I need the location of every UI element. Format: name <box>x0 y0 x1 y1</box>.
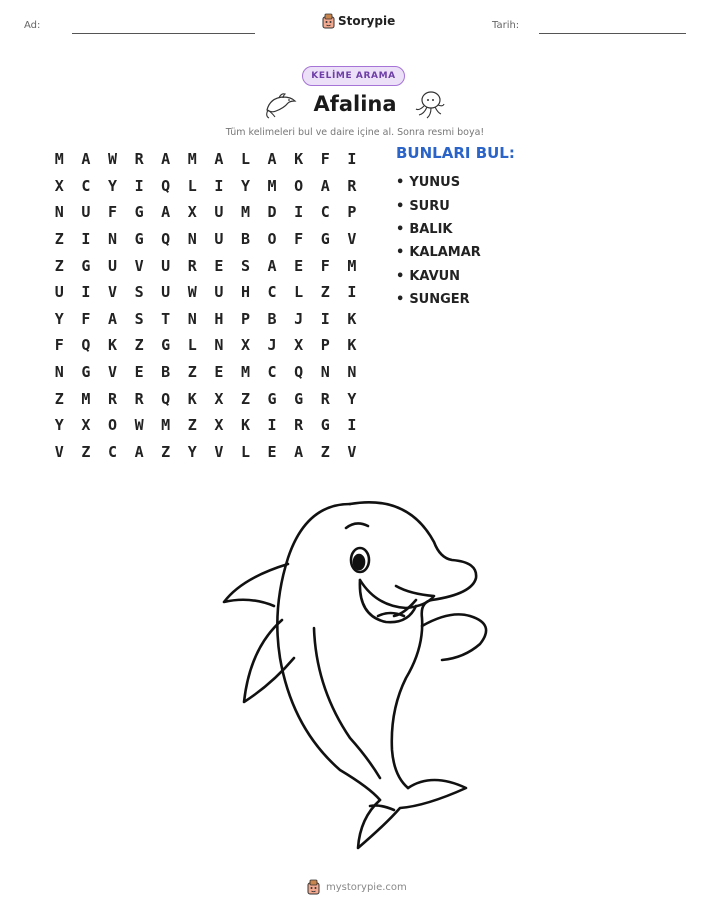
grid-letter[interactable]: K <box>240 416 250 435</box>
grid-letter[interactable]: E <box>294 256 304 275</box>
grid-letter[interactable]: C <box>81 176 91 195</box>
grid-letter[interactable]: Y <box>107 176 117 195</box>
grid-letter[interactable]: E <box>267 442 277 461</box>
grid-letter[interactable]: P <box>240 309 250 328</box>
grid-letter[interactable]: V <box>347 442 357 461</box>
grid-letter[interactable]: V <box>107 283 117 302</box>
grid-letter[interactable]: Y <box>240 176 250 195</box>
grid-letter[interactable]: I <box>347 283 357 302</box>
name-line <box>72 33 255 34</box>
grid-letter[interactable]: P <box>320 336 330 355</box>
grid-letter[interactable]: L <box>187 176 197 195</box>
grid-letter[interactable]: A <box>267 256 277 275</box>
word-list-item <box>396 218 481 241</box>
grid-letter[interactable]: A <box>161 203 171 222</box>
grid-letter[interactable]: I <box>347 150 357 169</box>
grid-letter[interactable]: X <box>240 336 250 355</box>
grid-row <box>46 252 365 279</box>
bullet: • <box>396 245 405 261</box>
grid-letter[interactable]: Z <box>81 442 91 461</box>
grid-letter[interactable]: U <box>107 256 117 275</box>
grid-letter[interactable]: I <box>214 176 224 195</box>
grid-letter[interactable]: X <box>187 203 197 222</box>
grid-letter[interactable]: K <box>294 150 304 169</box>
footer-url: mystorypie.com <box>326 881 407 893</box>
grid-letter[interactable]: I <box>81 283 91 302</box>
grid-letter[interactable]: A <box>320 176 330 195</box>
grid-letter[interactable]: I <box>134 176 144 195</box>
grid-letter[interactable]: Z <box>54 389 64 408</box>
grid-row <box>46 173 365 200</box>
grid-letter[interactable]: C <box>107 442 117 461</box>
grid-letter[interactable]: N <box>54 363 64 382</box>
grid-letter[interactable]: E <box>214 256 224 275</box>
grid-letter[interactable]: N <box>320 363 330 382</box>
grid-letter[interactable]: X <box>54 176 64 195</box>
grid-letter[interactable]: S <box>134 309 144 328</box>
grid-letter[interactable]: D <box>267 203 277 222</box>
grid-row <box>46 279 365 306</box>
word-to-find: BALIK <box>409 221 453 237</box>
date-line <box>539 33 686 34</box>
word-search-grid <box>46 146 365 465</box>
grid-letter[interactable]: X <box>294 336 304 355</box>
worksheet-type-badge: KELİME ARAMA <box>302 66 405 86</box>
grid-letter[interactable]: G <box>81 363 91 382</box>
grid-letter[interactable]: B <box>267 309 277 328</box>
date-label: Tarih: <box>492 20 520 31</box>
grid-letter[interactable]: Q <box>161 176 171 195</box>
grid-letter[interactable]: G <box>81 256 91 275</box>
word-list-item <box>396 194 481 217</box>
word-to-find: KALAMAR <box>409 245 481 261</box>
grid-letter[interactable]: V <box>107 363 117 382</box>
grid-letter[interactable]: F <box>320 150 330 169</box>
grid-letter[interactable]: G <box>294 389 304 408</box>
grid-letter[interactable]: M <box>187 150 197 169</box>
grid-letter[interactable]: C <box>267 363 277 382</box>
grid-letter[interactable]: K <box>187 389 197 408</box>
grid-letter[interactable]: G <box>134 230 144 249</box>
grid-letter[interactable]: W <box>187 283 197 302</box>
grid-letter[interactable]: A <box>267 150 277 169</box>
grid-letter[interactable]: U <box>214 283 224 302</box>
grid-letter[interactable]: M <box>240 203 250 222</box>
word-list-title: BUNLARI BUL: <box>396 144 515 162</box>
bullet: • <box>396 292 405 308</box>
grid-letter[interactable]: S <box>240 256 250 275</box>
grid-letter[interactable]: I <box>347 416 357 435</box>
grid-letter[interactable]: Z <box>161 442 171 461</box>
grid-letter[interactable]: R <box>187 256 197 275</box>
grid-letter[interactable]: Z <box>134 336 144 355</box>
grid-row <box>46 146 365 173</box>
grid-letter[interactable]: G <box>161 336 171 355</box>
name-label: Ad: <box>24 20 41 31</box>
grid-letter[interactable]: P <box>347 203 357 222</box>
grid-letter[interactable]: Y <box>54 309 64 328</box>
grid-letter[interactable]: K <box>107 336 117 355</box>
grid-letter[interactable]: Q <box>161 230 171 249</box>
grid-letter[interactable]: J <box>294 309 304 328</box>
grid-letter[interactable]: Z <box>54 230 64 249</box>
grid-letter[interactable]: V <box>54 442 64 461</box>
grid-letter[interactable]: C <box>320 203 330 222</box>
bullet: • <box>396 175 405 191</box>
grid-letter[interactable]: Y <box>347 389 357 408</box>
grid-letter[interactable]: J <box>267 336 277 355</box>
word-list <box>396 171 481 311</box>
word-to-find: YUNUS <box>409 175 461 191</box>
grid-letter[interactable]: Z <box>54 256 64 275</box>
bullet: • <box>396 221 405 237</box>
grid-letter[interactable]: N <box>347 363 357 382</box>
grid-letter[interactable]: Z <box>320 442 330 461</box>
word-to-find: SURU <box>409 198 450 214</box>
octopus-icon <box>413 90 445 120</box>
grid-letter[interactable]: X <box>214 416 224 435</box>
word-list-item <box>396 265 481 288</box>
grid-letter[interactable]: K <box>347 336 357 355</box>
grid-row <box>46 199 365 226</box>
grid-letter[interactable]: M <box>267 176 277 195</box>
grid-letter[interactable]: I <box>81 230 91 249</box>
grid-letter[interactable]: G <box>134 203 144 222</box>
grid-letter[interactable]: L <box>240 150 250 169</box>
grid-letter[interactable]: Q <box>81 336 91 355</box>
grid-letter[interactable]: F <box>54 336 64 355</box>
grid-row <box>46 226 365 253</box>
grid-letter[interactable]: G <box>320 230 330 249</box>
grid-letter[interactable]: U <box>214 230 224 249</box>
storypie-logo-icon <box>307 879 320 895</box>
storypie-logo-icon <box>322 13 335 29</box>
grid-letter[interactable]: B <box>161 363 171 382</box>
grid-letter[interactable]: O <box>294 176 304 195</box>
grid-letter[interactable]: E <box>134 363 144 382</box>
grid-letter[interactable]: U <box>214 203 224 222</box>
grid-letter[interactable]: R <box>107 389 117 408</box>
grid-letter[interactable]: U <box>54 283 64 302</box>
grid-letter[interactable]: O <box>107 416 117 435</box>
grid-letter[interactable]: U <box>161 283 171 302</box>
grid-letter[interactable]: F <box>81 309 91 328</box>
grid-letter[interactable]: R <box>320 389 330 408</box>
bullet: • <box>396 268 405 284</box>
grid-row <box>46 412 365 439</box>
grid-letter[interactable]: N <box>107 230 117 249</box>
grid-letter[interactable]: Z <box>187 416 197 435</box>
grid-row <box>46 306 365 333</box>
brand-name: Storypie <box>338 14 396 28</box>
grid-letter[interactable]: A <box>81 150 91 169</box>
grid-letter[interactable]: R <box>134 389 144 408</box>
grid-letter[interactable]: L <box>187 336 197 355</box>
grid-row <box>46 332 365 359</box>
grid-letter[interactable]: H <box>214 309 224 328</box>
grid-letter[interactable]: N <box>187 230 197 249</box>
grid-letter[interactable]: V <box>347 230 357 249</box>
grid-letter[interactable]: M <box>161 416 171 435</box>
grid-letter[interactable]: I <box>320 309 330 328</box>
grid-letter[interactable]: F <box>294 230 304 249</box>
grid-letter[interactable]: L <box>294 283 304 302</box>
grid-letter[interactable]: U <box>81 203 91 222</box>
grid-letter[interactable]: Y <box>187 442 197 461</box>
instructions-text: Tüm kelimeleri bul ve daire içine al. Sonra resmi boya! <box>225 127 485 138</box>
brand <box>322 13 395 29</box>
grid-letter[interactable]: C <box>267 283 277 302</box>
grid-letter[interactable]: Y <box>54 416 64 435</box>
grid-letter[interactable]: A <box>161 150 171 169</box>
page-title: Afalina <box>313 92 397 116</box>
grid-letter[interactable]: A <box>214 150 224 169</box>
dolphin-coloring-picture <box>210 488 500 853</box>
grid-letter[interactable]: V <box>214 442 224 461</box>
grid-letter[interactable]: Q <box>294 363 304 382</box>
grid-letter[interactable]: Z <box>320 283 330 302</box>
grid-letter[interactable]: R <box>294 416 304 435</box>
grid-letter[interactable]: M <box>54 150 64 169</box>
grid-letter[interactable]: I <box>294 203 304 222</box>
grid-letter[interactable]: M <box>240 363 250 382</box>
grid-letter[interactable]: R <box>134 150 144 169</box>
grid-letter[interactable]: B <box>240 230 250 249</box>
grid-letter[interactable]: V <box>134 256 144 275</box>
grid-letter[interactable]: Q <box>161 389 171 408</box>
grid-row <box>46 385 365 412</box>
grid-letter[interactable]: Z <box>187 363 197 382</box>
grid-row <box>46 439 365 466</box>
grid-letter[interactable]: W <box>107 150 117 169</box>
grid-letter[interactable]: F <box>107 203 117 222</box>
word-list-item <box>396 241 481 264</box>
grid-letter[interactable]: G <box>267 389 277 408</box>
grid-letter[interactable]: H <box>240 283 250 302</box>
grid-row <box>46 359 365 386</box>
grid-letter[interactable]: S <box>134 283 144 302</box>
grid-letter[interactable]: F <box>320 256 330 275</box>
grid-letter[interactable]: G <box>320 416 330 435</box>
grid-letter[interactable]: N <box>214 336 224 355</box>
grid-letter[interactable]: N <box>187 309 197 328</box>
word-to-find: KAVUN <box>409 268 461 284</box>
grid-letter[interactable]: M <box>347 256 357 275</box>
grid-letter[interactable]: X <box>214 389 224 408</box>
bullet: • <box>396 198 405 214</box>
grid-letter[interactable]: U <box>161 256 171 275</box>
grid-letter[interactable]: L <box>240 442 250 461</box>
grid-letter[interactable]: T <box>161 309 171 328</box>
grid-letter[interactable]: E <box>214 363 224 382</box>
word-to-find: SUNGER <box>409 292 470 308</box>
grid-letter[interactable]: X <box>81 416 91 435</box>
grid-letter[interactable]: O <box>267 230 277 249</box>
word-list-item <box>396 288 481 311</box>
grid-letter[interactable]: R <box>347 176 357 195</box>
grid-letter[interactable]: K <box>347 309 357 328</box>
grid-letter[interactable]: I <box>267 416 277 435</box>
grid-letter[interactable]: N <box>54 203 64 222</box>
footer <box>307 879 407 895</box>
grid-letter[interactable]: A <box>134 442 144 461</box>
word-list-item <box>396 171 481 194</box>
grid-letter[interactable]: A <box>294 442 304 461</box>
grid-letter[interactable]: A <box>107 309 117 328</box>
grid-letter[interactable]: Z <box>240 389 250 408</box>
grid-letter[interactable]: W <box>134 416 144 435</box>
grid-letter[interactable]: M <box>81 389 91 408</box>
